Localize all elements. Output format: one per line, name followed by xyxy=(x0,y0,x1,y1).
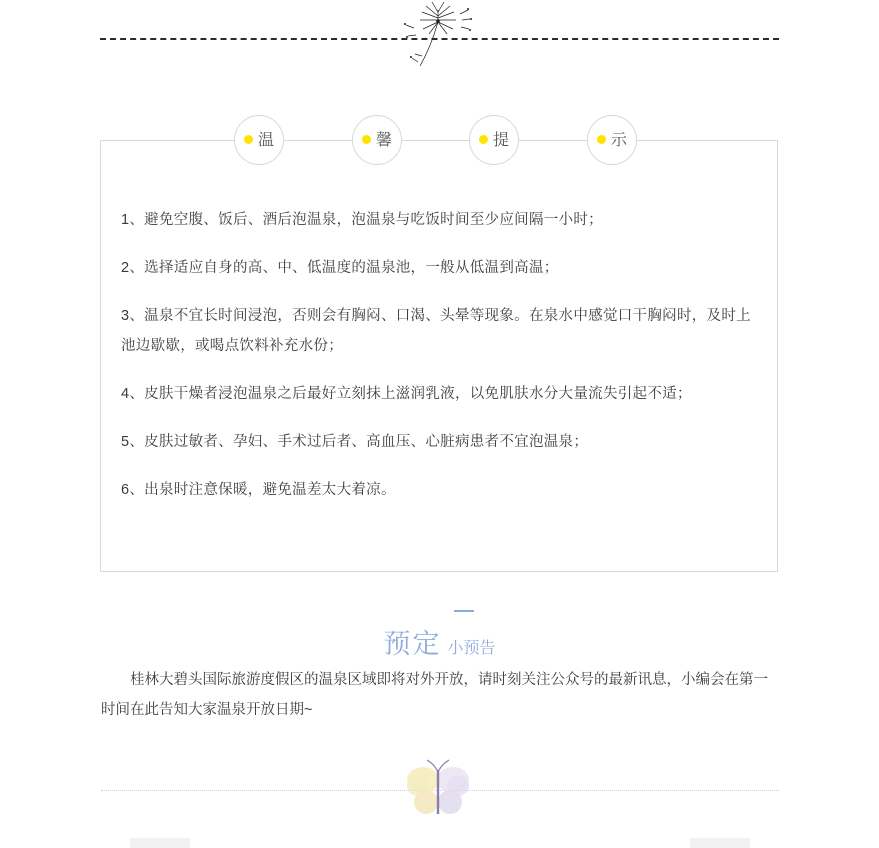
list-item: 2、选择适应自身的高、中、低温度的温泉池，一般从低温到高温； xyxy=(121,260,559,276)
dandelion-icon xyxy=(398,0,478,70)
list-item: 6、出泉时注意保暖，避免温差太大着凉。 xyxy=(121,482,396,498)
footer-smudge-left xyxy=(130,838,190,848)
tips-badge-1 xyxy=(234,115,284,165)
page-title xyxy=(0,622,879,661)
tips-badge-1-label: 温 xyxy=(257,132,274,149)
booking-title-main: 预定 xyxy=(383,629,442,659)
list-item: 4、皮肤干燥者浸泡温泉之后最好立刻抹上滋润乳液，以免肌肤水分大量流失引起不适； xyxy=(121,386,692,402)
tips-badge-2-label: 馨 xyxy=(375,132,392,149)
list-item: 1、避免空腹、饭后、酒后泡温泉，泡温泉与吃饭时间至少应间隔一小时； xyxy=(121,212,603,228)
booking-title-sub: 小预告 xyxy=(447,640,496,657)
tips-badge-4-label: 示 xyxy=(610,132,627,149)
tips-badge-3 xyxy=(469,115,519,165)
tips-badge-2 xyxy=(352,115,402,165)
list-item: 5、皮肤过敏者、孕妇、手术过后者、高血压、心脏病患者不宜泡温泉； xyxy=(121,434,589,450)
tips-badge-4 xyxy=(587,115,637,165)
tips-badge-3-label: 提 xyxy=(492,132,509,149)
footer-smudge-right xyxy=(690,838,750,848)
title-accent-rule xyxy=(454,610,474,612)
tips-list xyxy=(121,205,761,523)
booking-body-text: 桂林大碧头国际旅游度假区的温泉区域即将对外开放，请时刻关注公众号的最新讯息，小编会在第一时间在此告知大家温泉开放日期~ xyxy=(101,672,768,718)
butterfly-icon xyxy=(398,752,478,824)
list-item: 3、温泉不宜长时间浸泡，否则会有胸闷、口渴、头晕等现象。在泉水中感觉口干胸闷时，及时上池边歇歇，或喝点饮料补充水份； xyxy=(121,308,751,354)
tips-badge-row xyxy=(100,115,778,167)
